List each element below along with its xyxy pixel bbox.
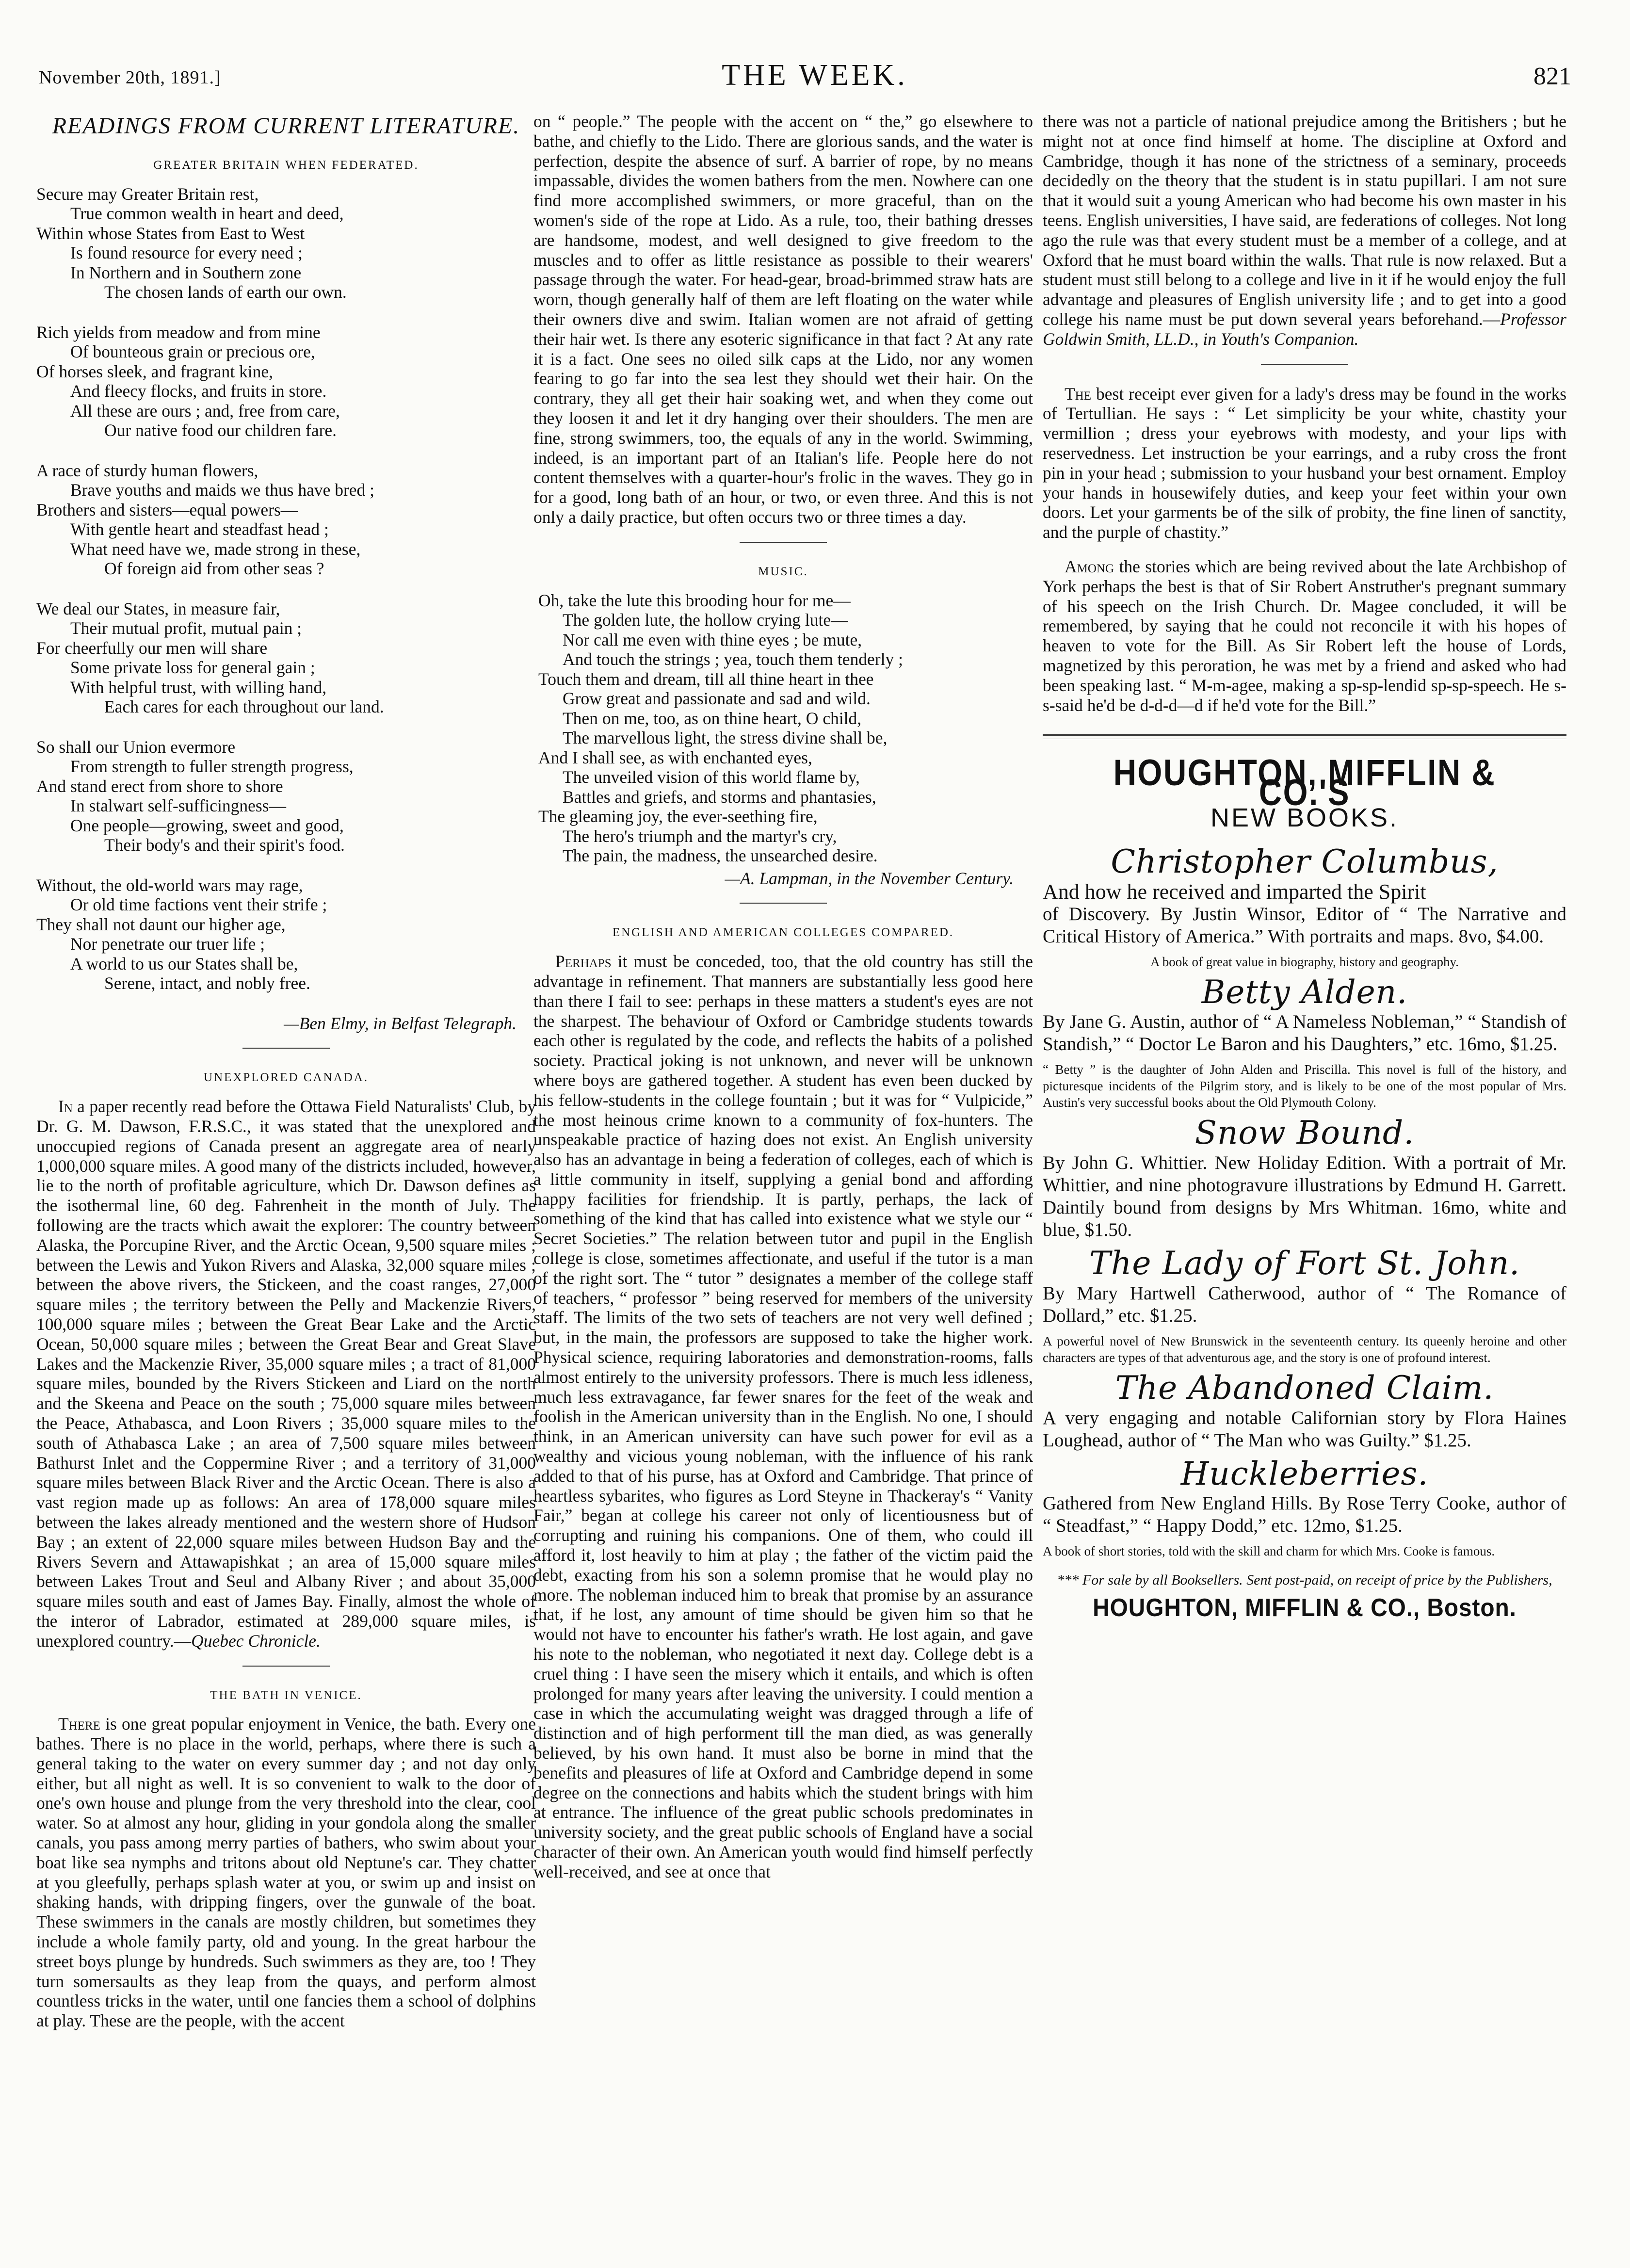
poem-music	[533, 591, 1033, 866]
page-number: 821	[1533, 63, 1571, 90]
lead-word: In	[58, 1097, 73, 1117]
divider	[242, 1666, 330, 1667]
article-body: a paper recently read before the Ottawa Field Naturalists' Club, by Dr. G. M. Dawson, F.R.S.C., it was stated that the unexplored and unoccupied regions of Canada present an aggregate area of nearly 1,000,000 square miles. A good many of the districts included, however, lie to the north of profitable agriculture, which Dr. Dawson defines as the isothermal line, 60 deg. Fahrenheit in the month of July. The following are the tracts which await the explorer: The country between Alaska, the Porcupine River, and the Arctic Ocean, 9,500 square miles ; between the Lewis and Yukon Rivers and Alaska, 32,000 square miles ; between the above rivers, the Stickeen, and the coast ranges, 27,000 square miles ; the territory between the Pelly and Mackenzie Rivers, 100,000 square miles ; between the Great Bear Lake and the Arctic Ocean, 50,000 square miles ; between the Great Bear and Great Slave Lakes and the Mackenzie River, 35,000 square miles ; a tract of 81,000 square miles, bounded by the Rivers Stickeen and Liard on the north and the Skeena and Peace on the south ; 75,000 square miles between the Peace, Athabasca, and Loon Rivers ; 35,000 square miles to the south of Athabasca Lake ; an area of 7,500 square miles between Bathurst Inlet and the Coppermine River ; and a territory of 31,000 square miles between Black River and the Arctic Ocean. There is also a vast region made up as follows: An area of 178,000 square miles between the lakes already mentioned and the western shore of Hudson Bay ; an extent of 22,000 square miles between Hudson Bay and the Rivers Severn and Attawapishkat ; an area of 15,000 square miles between Lakes Trout and Seul and Albany River ; and about 35,000 square miles south and east of James Bay. Finally, almost the whole of the interor of Labrador, estimated at 289,000 square miles, is unexplored country.—	[36, 1097, 536, 1651]
poem-stanza	[36, 737, 536, 855]
book-list	[1043, 842, 1566, 1560]
article-source: Quebec Chronicle.	[191, 1631, 321, 1651]
poem-line: Brothers and sisters—equal powers—	[36, 500, 298, 519]
ad-sale-note: *** For sale by all Booksellers. Sent post-paid, on receipt of price by the Publishers,	[1057, 1572, 1552, 1588]
ad-publisher-footer: HOUGHTON, MIFFLIN & CO., Boston.	[1093, 1594, 1517, 1622]
lead-word: The	[1065, 384, 1092, 404]
article-title: UNEXPLORED CANADA.	[203, 1071, 369, 1085]
poem-stanza	[36, 875, 536, 993]
poem-line: Secure may Greater Britain rest,	[36, 184, 259, 204]
article-title: THE BATH IN VENICE.	[210, 1688, 362, 1702]
poem-line: The marvellous light, the stress divine shall be,	[563, 728, 888, 748]
poem-line: Touch them and dream, till all thine heart in thee	[538, 669, 874, 689]
article-source: Professor Goldwin Smith, LL.D., in Youth's Companion.	[1043, 309, 1566, 349]
paragraph-archbishop	[1043, 557, 1566, 715]
book-note: A powerful novel of New Brunswick in the seventeenth century. Its queenly heroine and other characters are types of that adventurous age, and the story is one of profound interest.	[1043, 1333, 1566, 1365]
poem-line: Without, the old-world wars may rage,	[36, 875, 303, 895]
divider	[1261, 364, 1348, 365]
poem-attribution: —Ben Elmy, in Belfast Telegraph.	[284, 1013, 516, 1033]
poem-line: A race of sturdy human flowers,	[36, 460, 258, 480]
column-2	[533, 112, 1033, 2236]
poem-title: GREATER BRITAIN WHEN FEDERATED.	[153, 158, 419, 172]
poem-line: They shall not daunt our higher age,	[36, 914, 286, 934]
column-1	[36, 112, 536, 2236]
publisher-advertisement	[1043, 752, 1566, 1622]
issue-date: November 20th, 1891.]	[39, 67, 221, 88]
column-3	[1043, 112, 1566, 2236]
poem-stanza	[36, 323, 536, 440]
poem-greater-britain	[36, 184, 536, 993]
poem-line: Serene, intact, and nobly free.	[104, 973, 310, 993]
poem-stanza	[36, 599, 536, 717]
poem-line: In stalwart self-sufficingness—	[70, 796, 286, 816]
poem-line: Then on me, too, as on thine heart, O child,	[563, 708, 862, 728]
book-title: Betty Alden.	[1201, 973, 1408, 1011]
poem-line: For cheerfully our men will share	[36, 638, 268, 658]
divider	[242, 1048, 330, 1049]
paragraph-lady-dress	[1043, 384, 1566, 542]
poem-line: Rich yields from meadow and from mine	[36, 322, 321, 342]
book-description-lead: And how he received and imparted the Spirit	[1043, 879, 1426, 904]
poem-line: Of horses sleek, and fragrant kine,	[36, 361, 273, 381]
poem-line: Their mutual profit, mutual pain ;	[70, 618, 302, 638]
book-description: Gathered from New England Hills. By Rose Terry Cooke, author of “ Steadfast,” “ Happy Dodd,” etc. 12mo, $1.25.	[1043, 1493, 1566, 1537]
book-title: Christopher Columbus,	[1111, 842, 1499, 880]
poem-line: And I shall see, as with enchanted eyes,	[538, 747, 812, 767]
article-colleges-continued	[1043, 112, 1566, 349]
poem-line: In Northern and in Southern zone	[70, 262, 302, 282]
article-bath-continued: on “ people.” The people with the accent on “ the,” go elsewhere to bathe, and chiefly to the Lido. There are glorious sands, and the water is perfection, despite the absence of surf. A barrier of rope, by no means impassable, divides the women bathers from the men. Nowhere can one find more accomplished swimmers, or more graceful, than on the women's side of the rope at Lido. As a rule, too, their bathing dresses are handsome, modest, and well designed to give freedom to the muscles and to offer as little resistance as possible to their wearers' passage through the water. For head-gear, broad-brimmed straw hats are worn, though generally half of them are left floating on the water while their owners dive and swim. Italian women are not afraid of getting their hair wet. Is there any esoteric significance in that fact ? At any rate it is a fact. One sees no oiled silk caps at the Lido, nor any women fearing to go far into the sea lest they should wet their hair. On the contrary, they all get their hair soaking wet, and when they come out they loosen it and let it dry hanging over their shoulders. The men are fine, strong swimmers, too, the equals of any in the world. Swimming, indeed, is an important part of an Italian's life. People here do not content themselves with a quarter-hour's frolic in the waves. They go in for a good, long bath of an hour, or two, or even three. And this is not only a daily practice, but often occurs two or three times a day.	[533, 112, 1033, 527]
poem-line: The hero's triumph and the martyr's cry,	[563, 826, 837, 846]
article-title: ENGLISH AND AMERICAN COLLEGES COMPARED.	[612, 926, 954, 940]
poem-stanza	[36, 461, 536, 579]
poem-line: Nor call me even with thine eyes ; be mute,	[563, 630, 862, 649]
page-header	[39, 58, 1591, 107]
poem-line: What need have we, made strong in these,	[70, 539, 361, 559]
poem-line: Of foreign aid from other seas ?	[104, 559, 324, 579]
poem-line: So shall our Union evermore	[36, 737, 236, 757]
poem-line: With helpful trust, with willing hand,	[70, 677, 327, 697]
article-body: it must be conceded, too, that the old country has still the advantage in refinement. That manners are substantially less good here than there I fail to see: perhaps in these matters a student's eyes are not the sharpest. The behaviour of Oxford or Cambridge students towards each other is regulated by the code, and reflects the habits of a polished society. Practical joking is not unknown, and never will be unknown where boys are gathered together. A student has even been ducked by his fellow-students in the college fountain ; but it was for “ Vulpicide,” the most heinous crime known to a community of fox-hunters. The unspeakable practice of hazing does not exist. An English university also has an advantage in being a federation of colleges, each of which is a little community in itself, supplying a genial bond and affording happy facilities for friendship. It is partly, perhaps, the lack of something of the kind that has called into existence what we style our “ Secret Societies.” The relation between tutor and pupil in the English college is close, sometimes affectionate, and useful if the tutor is a man of the right sort. The “ tutor ” designates a member of the college staff of teachers, “ professor ” being reserved for members of the university staff. The limits of the two sets of teachers are not very well defined ; but, in the main, the professors are supposed to take the higher work. Physical science, requiring laboratories and demonstration-rooms, falls almost entirely to the university professors. There is much less idleness, much less extravagance, far fewer snares for the feet of the weak and foolish in the American university than in the English. No one, I should think, in an American university can have such power for evil as a wealthy and vicious young nobleman, with the influence of his rank added to that of his purse, has at Oxford and Cambridge. That prince of heartless sybarites, who figures as Lord Steyne in Thackeray's “ Vanity Fair,” began at college his career not only of licentiousness but of corrupting and ruining his companions. One of them, who could ill afford it, lost heavily to him at play ; the father of the victim paid the debt, exacting from his son a solemn promise that he would play no more. The nobleman induced him to break that promise by an assurance that, if he lost, any amount of time should be given him so that he would not have to encounter his father's wrath. He lost again, and gave his note to the nobleman, who negotiated it next day. College debt is a cruel thing : I have seen the misery which it entails, and which is often prolonged for many years after leaving the university. I could mention a case in which the accumulating weight was dragged through a life of distinction and of high performent till the man died, as was generally believed, by his own hand. It must also be borne in mind that the benefits and pleasures of life at Oxford and Cambridge depend in some degree on the connections and habits which the student brings with him at entrance. The influence of the great public schools predominates in university society, and the great public schools of England have a social character of their own. An American youth would find himself perfectly well-received, and see at once that	[533, 952, 1033, 1881]
article-body: there was not a particle of national prejudice among the Britishers ; but he might not at once find himself at home. The discipline at Oxford and Cambridge, though it has none of the strictness of a seminary, proceeds decidedly on the theory that the student is in statu pupillari. I am not sure that it would suit a young American who had become his own master in his teens. English universities, I have said, are federations of colleges. Not long ago the rule was that every student must be a member of a college, and at Oxford that he must board within the walls. That rule is now relaxed. But a student must still belong to a college and live in it if he would enjoy the full advantage and pleasures of English university life ; and to get into a good college his name must be put down several years beforehand.—	[1043, 112, 1566, 329]
poem-line: Or old time factions vent their strife ;	[70, 895, 327, 915]
poem-line: And touch the strings ; yea, touch them tenderly ;	[563, 649, 903, 669]
poem-line: Some private loss for general gain ;	[70, 658, 315, 678]
poem-stanza	[36, 184, 536, 302]
poem-line: And stand erect from shore to shore	[36, 776, 283, 796]
book-title: The Lady of Fort St. John.	[1089, 1245, 1520, 1282]
divider	[740, 903, 827, 904]
book-description: of Discovery. By Justin Winsor, Editor of “ The Narrative and Critical History of America.” With portraits and maps. 8vo, $4.00.	[1043, 903, 1566, 947]
poem-line: The golden lute, the hollow crying lute—	[563, 610, 848, 630]
poem-line: Within whose States from East to West	[36, 223, 305, 243]
book-note: A book of short stories, told with the skill and charm for which Mrs. Cooke is famous.	[1043, 1544, 1495, 1559]
poem-line: Oh, take the lute this brooding hour for me—	[538, 590, 851, 610]
ad-publisher-name: HOUGHTON, MIFFLIN & CO.'S	[1113, 752, 1496, 814]
book-note: “ Betty ” is the daughter of John Alden and Priscilla. This novel is full of the history, and picturesque incidents of the Pilgrim story, and is likely to be one of the most popular of Mrs. Austin's very successful books about the Old Plymouth Colony.	[1043, 1062, 1566, 1110]
book-note: A book of great value in biography, history and geography.	[1150, 954, 1459, 969]
poem-line: With gentle heart and steadfast head ;	[70, 519, 329, 539]
paragraph-body: the stories which are being revived about the late Archbishop of York perhaps the best is that of Sir Robert Anstruther's pregnant summary of his speech on the Irish Church. Dr. Magee concluded, it will be remembered, by saying that he could not reconcile it with his hopes of heaven to vote for the Bill. As Sir Robert left the house of Lords, magnetized by this peroration, he was met by a friend and asked who had been speaking last. “ M-m-agee, making a sp-sp-lendid sp-sp-speech. He s-s-said he'd be d-d-d—d if he'd vote for the Bill.”	[1043, 556, 1566, 715]
book-description: By John G. Whittier. New Holiday Edition. With a portrait of Mr. Whittier, and nine photogravure illustrations by Edmund H. Garrett. Daintily bound from designs by Mrs Whitman. 16mo, white and blue, $1.50.	[1043, 1152, 1566, 1241]
poem-line: The pain, the madness, the unsearched desire.	[563, 846, 878, 866]
poem-line: One people—growing, sweet and good,	[70, 815, 344, 835]
lead-word: Perhaps	[555, 952, 612, 972]
masthead: THE WEEK.	[722, 59, 908, 92]
ad-divider	[1043, 734, 1566, 739]
poem-line: Battles and griefs, and storms and phantasies,	[563, 787, 876, 807]
poem-attribution: —A. Lampman, in the November Century.	[725, 868, 1014, 888]
book-description: By Jane G. Austin, author of “ A Nameless Nobleman,” “ Standish of Standish,” “ Doctor Le Baron and his Daughters,” etc. 16mo, $1.25.	[1043, 1011, 1566, 1055]
poem-line: And fleecy flocks, and fruits in store.	[70, 381, 327, 401]
poem-line: The gleaming joy, the ever-seething fire,	[538, 807, 818, 826]
poem-line: Grow great and passionate and sad and wild.	[563, 689, 871, 709]
ad-subtitle: NEW BOOKS.	[1210, 803, 1399, 832]
poem-line: Nor penetrate our truer life ;	[70, 934, 265, 954]
divider	[740, 542, 827, 543]
lead-word: There	[58, 1714, 100, 1734]
poem-line: From strength to fuller strength progress,	[70, 757, 354, 777]
poem-line: Each cares for each throughout our land.	[104, 697, 384, 717]
section-title: READINGS FROM CURRENT LITERATURE.	[52, 113, 520, 139]
poem-line: We deal our States, in measure fair,	[36, 599, 280, 618]
article-bath-in-venice	[36, 1714, 536, 2031]
poem-line: All these are ours ; and, free from care,	[70, 401, 340, 421]
poem-title: MUSIC.	[758, 565, 808, 578]
book-description: A very engaging and notable Californian story by Flora Haines Loughead, author of “ The Man who was Guilty.” $1.25.	[1043, 1407, 1566, 1451]
book-title: Huckleberries.	[1180, 1455, 1429, 1492]
poem-line: Our native food our children fare.	[104, 421, 337, 440]
poem-line: True common wealth in heart and deed,	[70, 204, 344, 224]
poem-line: Brave youths and maids we thus have bred ;	[70, 480, 375, 500]
poem-line: Is found resource for every need ;	[70, 243, 303, 263]
book-title: The Abandoned Claim.	[1115, 1369, 1494, 1407]
poem-line: The unveiled vision of this world flame by,	[563, 767, 860, 787]
book-description: By Mary Hartwell Catherwood, author of “ The Romance of Dollard,” etc. $1.25.	[1043, 1282, 1566, 1326]
poem-line: Of bounteous grain or precious ore,	[70, 342, 315, 362]
article-body: is one great popular enjoyment in Venice, the bath. Every one bathes. There is no place in the world, perhaps, where there is such a general taking to the water on every summer day ; and not day only either, but all night as well. It is so convenient to walk to the door of one's own house and plunge from the very threshold into the clear, cool water. So at almost any hour, gliding in your gondola along the smaller canals, you pass among merry parties of bathers, who swim about your boat like sea nymphs and tritons about old Neptune's car. They chatter at you gleefully, perhaps splash water at you, or swim up and insist on shaking hands, with dripping fingers, over the gunwale of the boat. These swimmers in the canals are mostly children, but sometimes they include a whole family party, old and young. In the great harbour the street boys plunge by hundreds. Such swimmers as they are, too ! They turn somersaults as they leap from the quays, and perform almost countless tricks in the water, until one fancies them a school of dolphins at play. These are the people, with the accent	[36, 1714, 536, 2031]
paragraph-body: best receipt ever given for a lady's dress may be found in the works of Tertullian. He says : “ Let simplicity be your white, chastity your vermillion ; dress your eyebrows with modesty, and your lips with reservedness. Let instruction be your earrings, and a ruby cross the front pin in your head ; submission to your husband your best ornament. Employ your hands in housewifely duties, and keep your feet within your own doors. Let your garments be of the silk of probity, the fine linen of sanctity, and the purple of chastity.”	[1043, 384, 1566, 542]
article-unexplored-canada	[36, 1097, 536, 1651]
poem-line: A world to us our States shall be,	[70, 954, 298, 973]
poem-line: Their body's and their spirit's food.	[104, 835, 345, 855]
lead-word: Among	[1065, 556, 1114, 576]
article-colleges-compared	[533, 952, 1033, 1881]
poem-line: The chosen lands of earth our own.	[104, 282, 347, 302]
book-title: Snow Bound.	[1194, 1114, 1415, 1152]
